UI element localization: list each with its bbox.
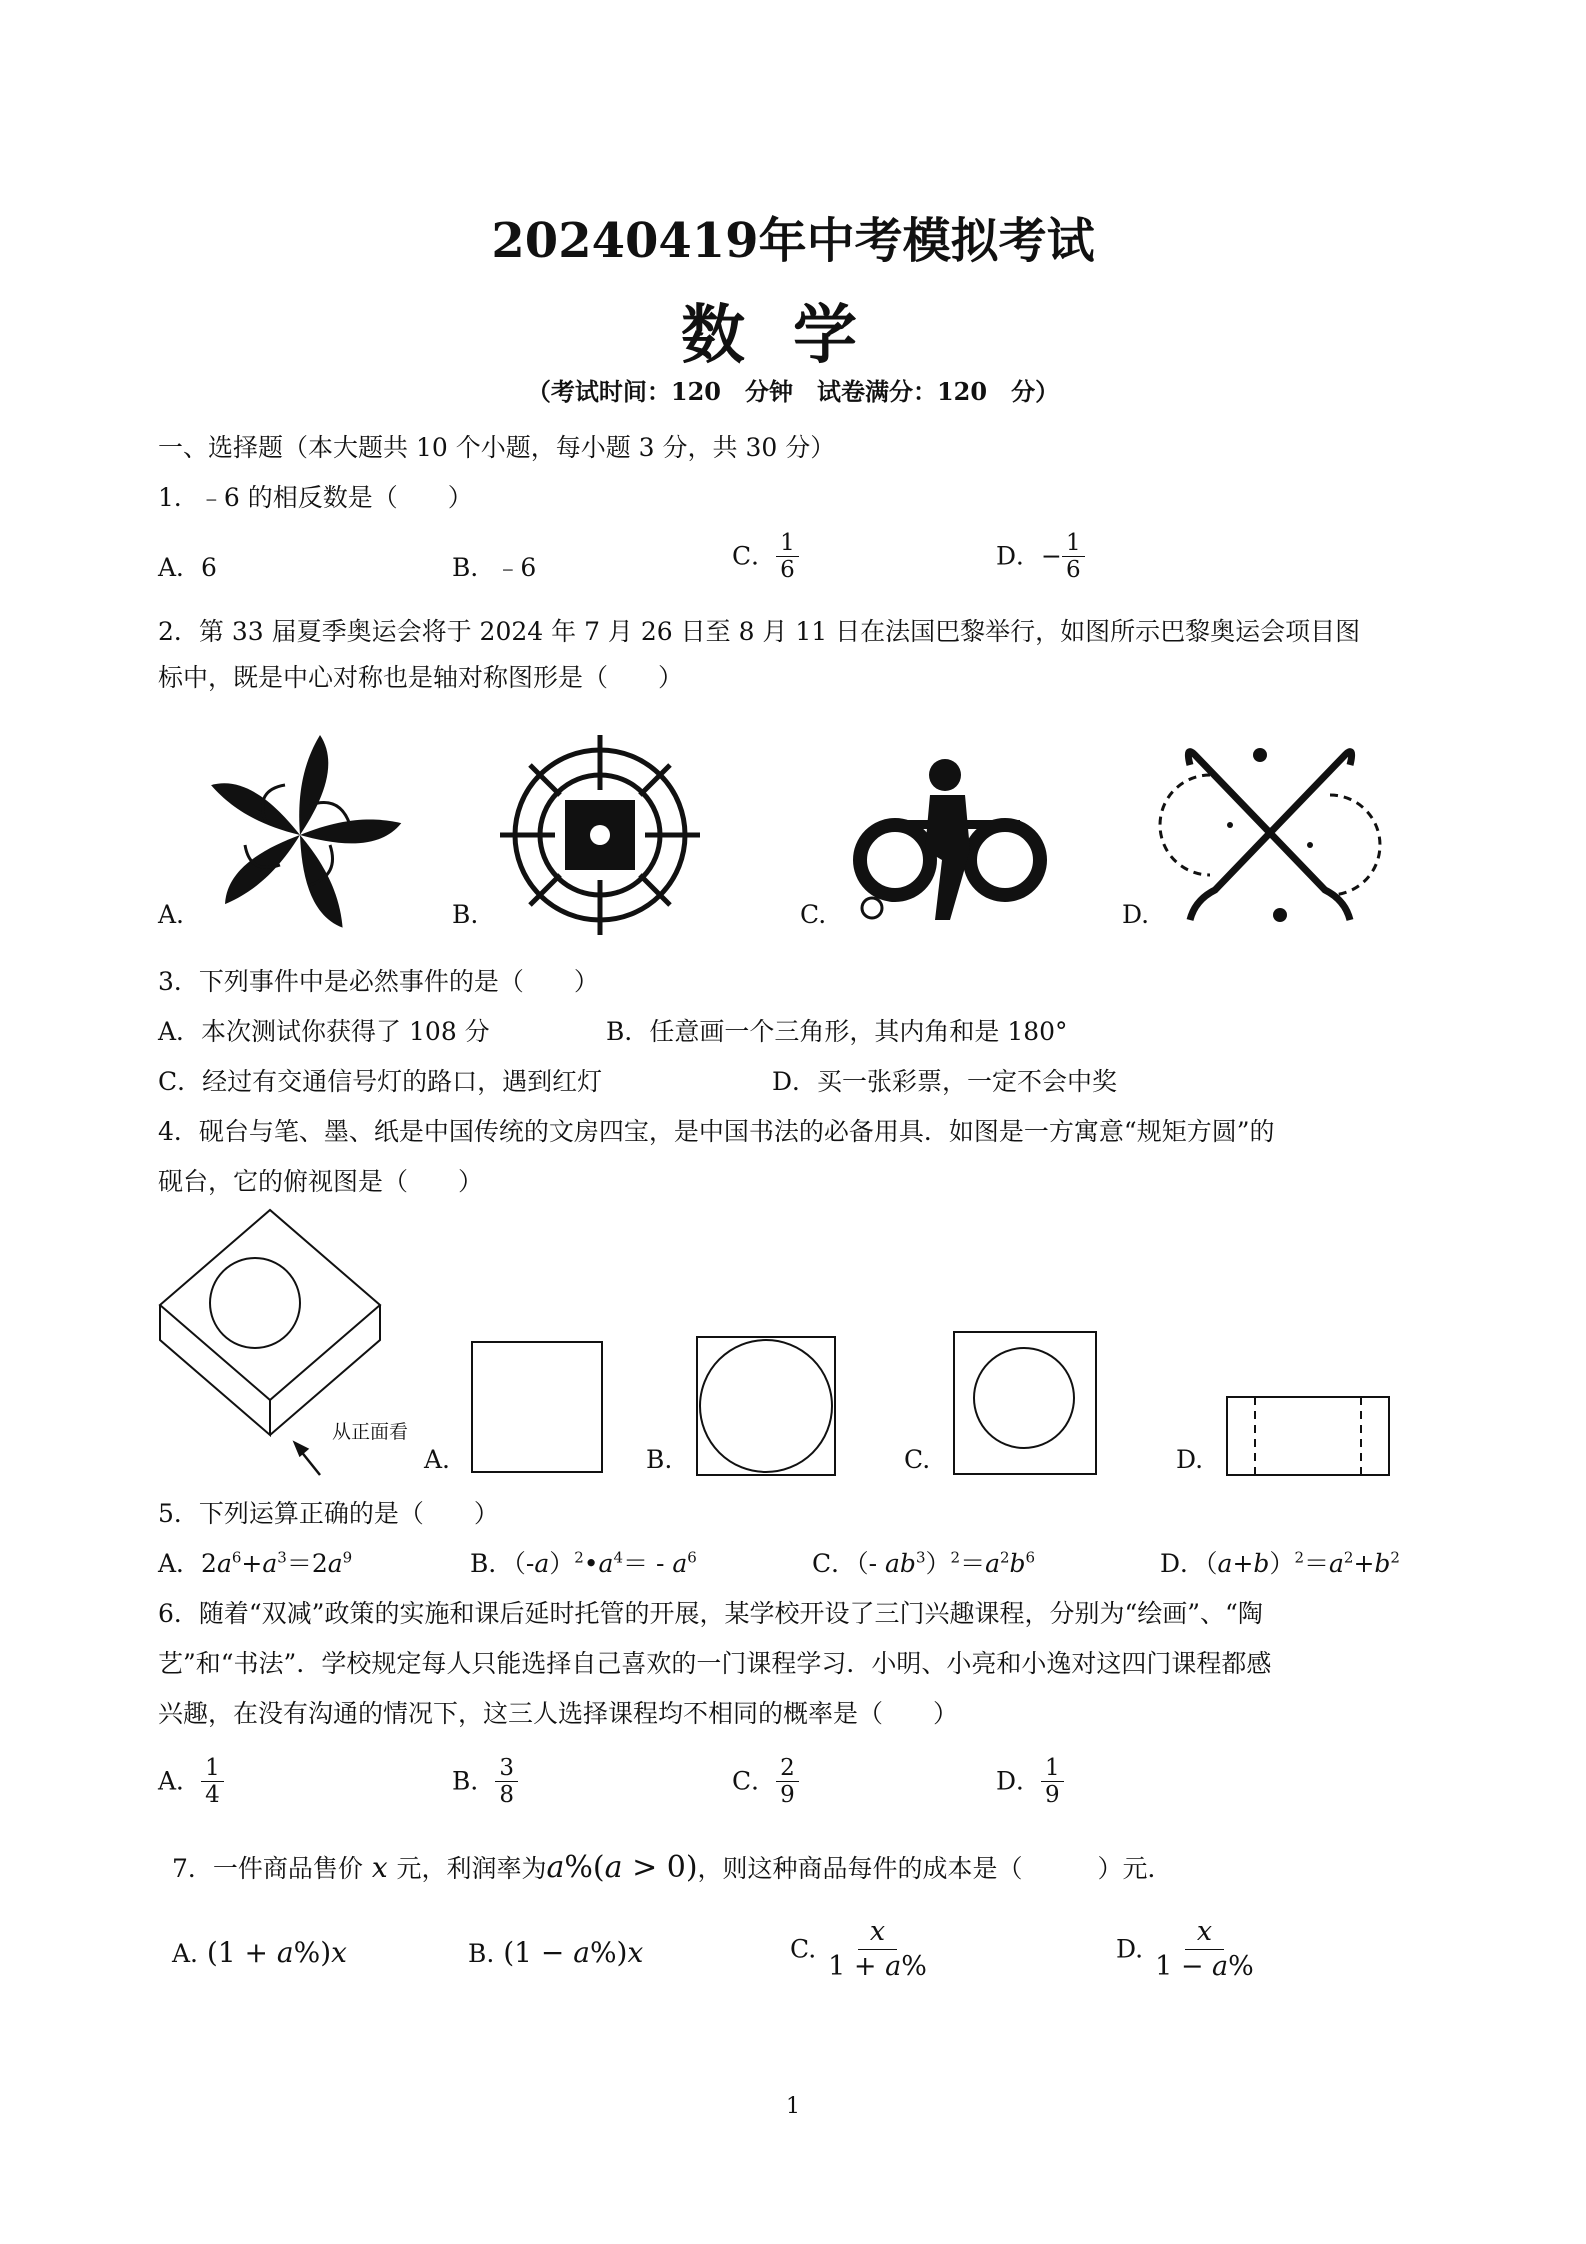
q3-option-b: B．任意画一个三角形，其内角和是 180° <box>606 1017 1068 1046</box>
q3-option-a: A．本次测试你获得了 108 分 <box>158 1017 490 1046</box>
q2-label-d: D. <box>1122 900 1150 929</box>
q2-line1: 2．第 33 届夏季奥运会将于 2024 年 7 月 26 日至 8 月 11 日在法国巴黎举行，如图所示巴黎奥运会项目图 <box>158 617 1361 646</box>
q4-label-b: B. <box>646 1445 673 1474</box>
cyclist-icon <box>850 750 1050 930</box>
q6-line2: 艺”和“书法”．学校规定每人只能选择自己喜欢的一门课程学习．小明、小亮和小逸对这四门课程都感 <box>158 1649 1272 1678</box>
q4-option-c-square-circle <box>952 1330 1102 1480</box>
q6-option-b: B． $\frac{3}{8}$ <box>452 1755 518 1808</box>
q4-option-a-square <box>470 1340 610 1480</box>
q1-stem: 1．﹣6 的相反数是（ ） <box>158 483 473 512</box>
target-icon <box>500 740 700 940</box>
q1-c-numerator: 1 <box>776 530 799 557</box>
subject-title: 数学 <box>681 298 905 373</box>
q1-d-denominator: 6 <box>1066 557 1081 583</box>
q1-option-b: B．﹣6 <box>452 553 537 582</box>
hockey-icon <box>1170 735 1370 935</box>
q7-stem: 7．一件商品售价 x 元，利润率为a%(a > 0)，则这种商品每件的成本是（ ）元． <box>172 1850 1173 1885</box>
q4-line1: 4．砚台与笔、墨、纸是中国传统的文房四宝，是中国书法的必备用具．如图是一方寓意“规矩方圆”的 <box>158 1117 1275 1146</box>
q4-line2: 砚台，它的俯视图是（ ） <box>158 1167 484 1196</box>
q1-option-d: D．− $\frac{1}{6}$ <box>996 530 1085 583</box>
q5-option-c: C．（- $ab^3)^2=a^2b^6$ <box>812 1548 1036 1578</box>
q3-stem: 3．下列事件中是必然事件的是（ ） <box>158 967 599 996</box>
pinwheel-icon <box>200 735 400 935</box>
q5-option-a: A．$2a^6+a^3=2a^9$ <box>158 1548 353 1578</box>
q2-label-c: C. <box>800 900 827 929</box>
q2-label-a: A. <box>158 900 185 929</box>
q5-option-b: B．$(-a)^2•a^4= - a^6$ <box>470 1548 697 1578</box>
q4-option-d-rectangle <box>1225 1395 1395 1480</box>
exam-title: 20240419年中考模拟考试 <box>491 213 1095 269</box>
q7-option-c: C. $\frac{x}{1 + a\%}$ <box>790 1916 927 1982</box>
q4-label-a: A. <box>424 1445 451 1474</box>
q6-option-a: A． $\frac{1}{4}$ <box>158 1755 224 1808</box>
q4-label-d: D. <box>1176 1445 1204 1474</box>
q1-option-c: C． $\frac{1}{6}$ <box>732 530 799 583</box>
q3-option-d: D．买一张彩票，一定不会中奖 <box>772 1067 1118 1096</box>
q6-line1: 6．随着“双减”政策的实施和课后延时托管的开展，某学校开设了三门兴趣课程，分别为“绘画”、“陶 <box>158 1599 1263 1628</box>
exam-info: （考试时间：120 分钟 试卷满分：120 分） <box>526 377 1060 406</box>
q6-option-c: C． $\frac{2}{9}$ <box>732 1755 799 1808</box>
page-number: 1 <box>786 2094 800 2119</box>
q1-d-numerator: 1 <box>1062 530 1085 557</box>
q5-stem: 5．下列运算正确的是（ ） <box>158 1499 499 1528</box>
q4-view-label: 从正面看 <box>332 1421 409 1443</box>
inkstone-figure <box>155 1205 455 1465</box>
section-heading: 一、选择题（本大题共 10 个小题，每小题 3 分，共 30 分） <box>158 433 836 462</box>
q1-option-a: A．6 <box>158 553 217 582</box>
q4-label-c: C. <box>904 1445 931 1474</box>
q3-option-c: C．经过有交通信号灯的路口，遇到红灯 <box>158 1067 603 1096</box>
q7-option-b: B. (1 − a%)x <box>468 1936 644 1969</box>
q7-option-d: D. $\frac{x}{1 - a\%}$ <box>1116 1916 1254 1982</box>
q2-line2: 标中，既是中心对称也是轴对称图形是（ ） <box>158 663 684 692</box>
q5-option-d: D．$(a+b)^2=a^2+b^2$ <box>1160 1548 1400 1578</box>
q1-c-denominator: 6 <box>780 557 795 583</box>
q2-label-b: B. <box>452 900 479 929</box>
q4-option-b-square-circle <box>695 1335 840 1480</box>
q6-line3: 兴趣，在没有沟通的情况下，这三人选择课程均不相同的概率是（ ） <box>158 1699 959 1728</box>
q7-option-a: A. (1 + a%)x <box>172 1936 347 1969</box>
q6-option-d: D． $\frac{1}{9}$ <box>996 1755 1064 1808</box>
